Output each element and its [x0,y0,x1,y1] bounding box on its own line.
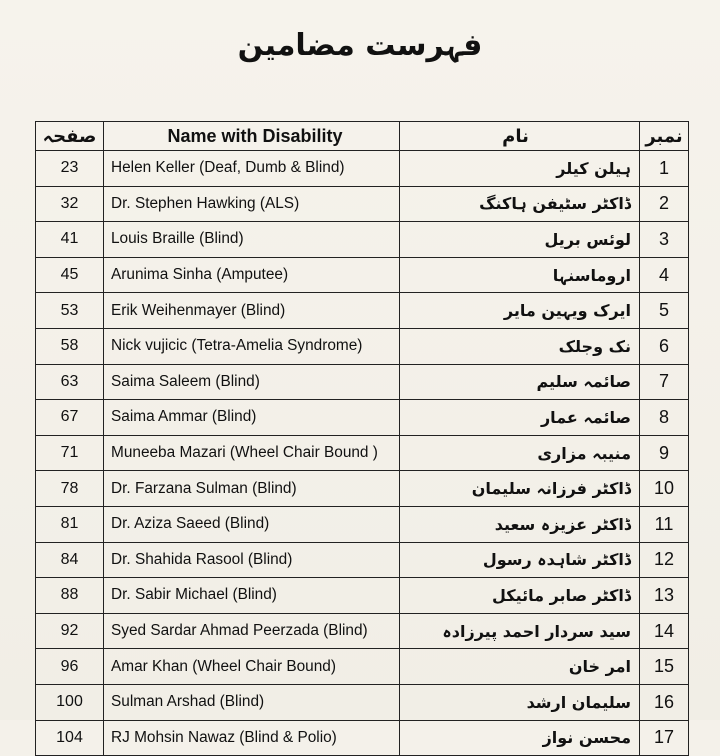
row-page-number: 104 [36,720,104,756]
row-serial-number: 14 [640,613,689,649]
row-serial-number: 8 [640,400,689,436]
page-title: فہرست مضامین [237,28,483,63]
row-serial-number: 3 [640,222,689,258]
table-row [36,400,689,436]
table-row [36,684,689,720]
row-english-name: Dr. Aziza Saeed (Blind) [104,506,400,542]
table-row [36,186,689,222]
row-serial-number: 13 [640,578,689,614]
row-english-name: Dr. Sabir Michael (Blind) [104,578,400,614]
table-row [36,471,689,507]
row-serial-number: 7 [640,364,689,400]
row-english-name: Saima Saleem (Blind) [104,364,400,400]
table-row [36,578,689,614]
row-serial-number: 12 [640,542,689,578]
row-page-number: 84 [36,542,104,578]
row-serial-number: 4 [640,257,689,293]
row-urdu-name: امر خان [400,649,640,685]
row-serial-number: 5 [640,293,689,329]
row-serial-number: 2 [640,186,689,222]
table-row [36,435,689,471]
row-page-number: 88 [36,578,104,614]
row-urdu-name: ہیلن کیلر [400,151,640,187]
table-row [36,613,689,649]
row-serial-number: 1 [640,151,689,187]
header-number: نمبر [640,122,689,151]
row-english-name: RJ Mohsin Nawaz (Blind & Polio) [104,720,400,756]
row-urdu-name: سلیمان ارشد [400,684,640,720]
row-serial-number: 17 [640,720,689,756]
row-english-name: Arunima Sinha (Amputee) [104,257,400,293]
row-urdu-name: ڈاکٹر عزیزہ سعید [400,506,640,542]
row-english-name: Dr. Shahida Rasool (Blind) [104,542,400,578]
row-english-name: Amar Khan (Wheel Chair Bound) [104,649,400,685]
table-row [36,364,689,400]
row-urdu-name: منیبہ مزاری [400,435,640,471]
header-urdu-name: نام [400,122,640,151]
table-row [36,257,689,293]
row-urdu-name: صائمہ سلیم [400,364,640,400]
row-serial-number: 16 [640,684,689,720]
table-row [36,506,689,542]
row-serial-number: 11 [640,506,689,542]
row-page-number: 71 [36,435,104,471]
table-header-row [36,122,689,151]
row-english-name: Erik Weihenmayer (Blind) [104,293,400,329]
row-english-name: Dr. Farzana Sulman (Blind) [104,471,400,507]
row-page-number: 63 [36,364,104,400]
row-urdu-name: ایرک ویہین مایر [400,293,640,329]
row-urdu-name: نک وجلک [400,328,640,364]
row-urdu-name: ڈاکٹر شاہدہ رسول [400,542,640,578]
table-row [36,151,689,187]
header-page: صفحہ [36,122,104,151]
row-page-number: 78 [36,471,104,507]
row-urdu-name: ڈاکٹر فرزانہ سلیمان [400,471,640,507]
row-english-name: Sulman Arshad (Blind) [104,684,400,720]
row-english-name: Dr. Stephen Hawking (ALS) [104,186,400,222]
row-english-name: Helen Keller (Deaf, Dumb & Blind) [104,151,400,187]
row-page-number: 41 [36,222,104,258]
row-page-number: 92 [36,613,104,649]
row-english-name: Syed Sardar Ahmad Peerzada (Blind) [104,613,400,649]
row-page-number: 53 [36,293,104,329]
row-urdu-name: سید سردار احمد پیرزادہ [400,613,640,649]
row-page-number: 96 [36,649,104,685]
table-row [36,328,689,364]
contents-table [35,121,689,756]
row-serial-number: 6 [640,328,689,364]
table-body [36,151,689,756]
row-page-number: 58 [36,328,104,364]
row-english-name: Muneeba Mazari (Wheel Chair Bound ) [104,435,400,471]
row-urdu-name: اروماسنہا [400,257,640,293]
row-urdu-name: ڈاکٹر صابر مائیکل [400,578,640,614]
table-row [36,720,689,756]
table-row [36,293,689,329]
header-name-with-disability: Name with Disability [104,122,400,151]
row-serial-number: 10 [640,471,689,507]
row-serial-number: 15 [640,649,689,685]
row-page-number: 81 [36,506,104,542]
row-urdu-name: ڈاکٹر سٹیفن ہاکنگ [400,186,640,222]
row-page-number: 67 [36,400,104,436]
row-english-name: Louis Braille (Blind) [104,222,400,258]
row-page-number: 100 [36,684,104,720]
table-row [36,649,689,685]
row-english-name: Saima Ammar (Blind) [104,400,400,436]
row-page-number: 32 [36,186,104,222]
row-page-number: 23 [36,151,104,187]
row-urdu-name: محسن نواز [400,720,640,756]
row-english-name: Nick vujicic (Tetra-Amelia Syndrome) [104,328,400,364]
row-urdu-name: صائمہ عمار [400,400,640,436]
row-urdu-name: لوئس بریل [400,222,640,258]
table-row [36,222,689,258]
row-serial-number: 9 [640,435,689,471]
table-row [36,542,689,578]
row-page-number: 45 [36,257,104,293]
